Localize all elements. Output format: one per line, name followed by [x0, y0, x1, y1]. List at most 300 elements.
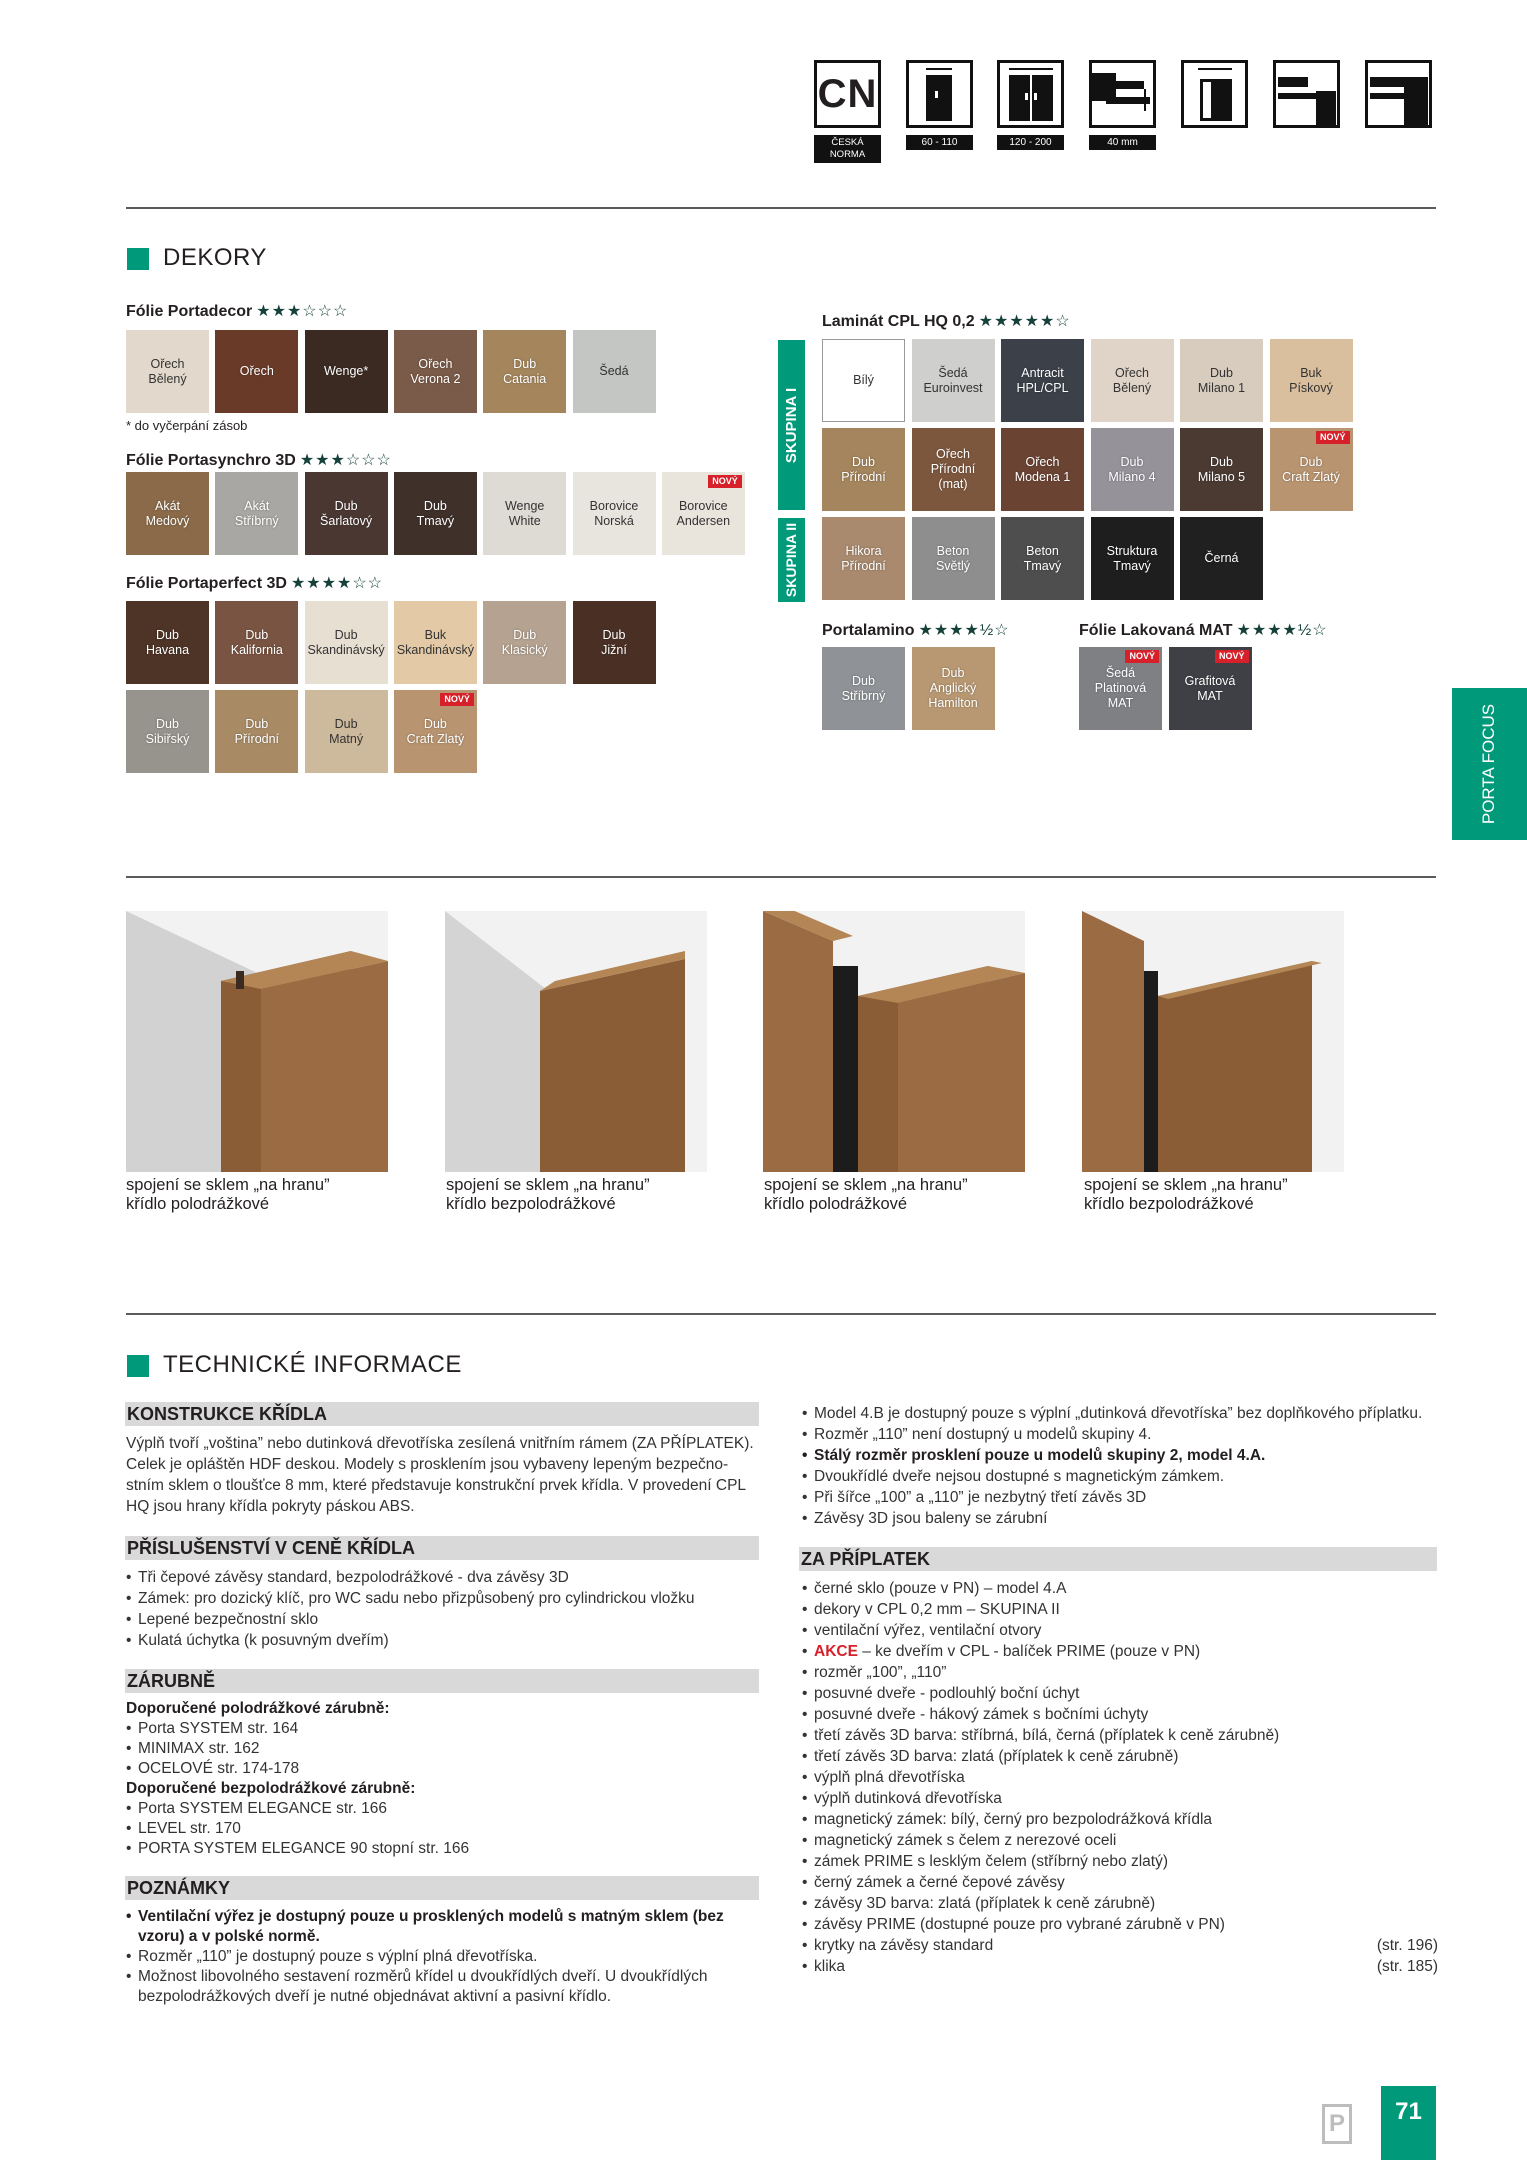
- decor-swatch-label: [410, 357, 460, 387]
- laminat-rating: ★★★★★☆: [978, 313, 1071, 330]
- decor-swatch-line: Ořech: [935, 447, 971, 461]
- priplatek-item: • zámek PRIME s lesklým čelem (stříbrný nebo zlatý): [802, 1851, 1438, 1872]
- priplatek-item: • posuvné dveře - podlouhlý boční úchyt: [802, 1683, 1438, 1704]
- porta-focus-tab: [1452, 688, 1527, 840]
- photo-1-caption-l2: křídlo polodrážkové: [126, 1195, 270, 1213]
- decor-swatch-line: Dub: [334, 498, 358, 513]
- divider-mid: [126, 876, 1436, 878]
- decor-swatch-label: [146, 717, 190, 747]
- decor-swatch-label: [1107, 544, 1158, 574]
- zarubne-item: • LEVEL str. 170: [126, 1819, 766, 1839]
- zarubne-content: [126, 1699, 766, 1859]
- skupina-2-text: SKUPINA II: [783, 522, 800, 598]
- decor-swatch-line: Dub: [156, 716, 179, 731]
- priplatek-item: • ventilační výřez, ventilační otvory: [802, 1620, 1438, 1641]
- decor-swatch-line: Tmavý: [1113, 558, 1151, 573]
- decor-swatch-label: [599, 364, 628, 379]
- photo-4-caption-l1: spojení se sklem „na hranu”: [1084, 1176, 1288, 1194]
- decor-swatch-label: [1016, 366, 1068, 396]
- photo-4: [1082, 911, 1344, 1172]
- decor-swatch-line: Modena 1: [1014, 469, 1071, 484]
- krytky-page: (str. 196): [1376, 1937, 1438, 1954]
- decor-swatch-line: Dub: [334, 716, 358, 731]
- decor-swatch-line: Ořech: [1114, 365, 1150, 380]
- decor-swatch-label: [931, 447, 975, 492]
- zarubne-sub1: Doporučené polodrážkové zárubně:: [126, 1700, 390, 1717]
- decor-swatch-line: Ořech: [418, 356, 453, 371]
- decor-swatch-line: Beton: [1026, 543, 1059, 558]
- single-door-icon: [906, 60, 973, 128]
- photo-3-caption-l2: křídlo polodrážkové: [764, 1195, 908, 1213]
- decor-swatch-portalamino: [822, 647, 905, 730]
- glass-edge-illustration-3: [763, 911, 1025, 1172]
- decor-swatch-label: [148, 357, 186, 387]
- portadecor-title: [126, 301, 348, 321]
- priplatek-item: • závěsy PRIME (dostupné pouze pro vybrané zárubně v PN): [802, 1914, 1438, 1935]
- decor-swatch-line: Dub: [513, 627, 537, 642]
- decor-swatch-label: [1198, 366, 1245, 396]
- decor-swatch-line: Craft Zlatý: [406, 731, 465, 746]
- decor-swatch-line: Ořech: [1025, 454, 1060, 469]
- decor-swatch-line: Grafitová: [1184, 673, 1236, 688]
- decor-swatch-line: Wenge*: [323, 364, 369, 378]
- decor-swatch-laminat: [822, 339, 905, 422]
- decor-swatch-line: Buk: [424, 627, 447, 642]
- decor-swatch-portaperfect: [305, 601, 388, 684]
- decor-swatch-label: [324, 364, 368, 379]
- priplatek-item: • dekory v CPL 0,2 mm – SKUPINA II: [802, 1599, 1438, 1620]
- lakovana-rating: ★★★★½☆: [1236, 622, 1328, 639]
- decor-swatch-laminat: [1180, 517, 1263, 600]
- decor-swatch-label: [928, 666, 977, 711]
- decor-swatch-line: Akát: [244, 498, 270, 513]
- decor-swatch-line: Milano 1: [1197, 380, 1246, 395]
- decor-swatch-line: Dub: [245, 716, 269, 731]
- width-label-single: 60 - 110: [906, 135, 973, 150]
- decor-swatch-line: Dub: [1210, 365, 1233, 380]
- decor-swatch-laminat: [1091, 339, 1174, 422]
- photo-2: [445, 911, 707, 1172]
- decor-swatch-line: Bělený: [148, 371, 187, 386]
- poznamky-list: [126, 1907, 726, 2007]
- right-note: • Při šířce „100” a „110” je nezbytný třetí závěs 3D: [802, 1487, 1442, 1508]
- decor-swatch-line: White: [508, 513, 541, 528]
- priplatek-item: • výplň plná dřevotříska: [802, 1767, 1438, 1788]
- priplatek-akce-item: [802, 1641, 1438, 1662]
- decor-swatch-line: MAT: [1107, 696, 1134, 710]
- right-note: • Dvoukřídlé dveře nejsou dostupné s magnetickým zámkem.: [802, 1466, 1442, 1487]
- frame-profile-2-icon: [1365, 60, 1432, 128]
- decor-swatch-label: [923, 366, 982, 396]
- decor-swatch-laminat: [1001, 428, 1084, 511]
- decor-swatch-label: [590, 499, 639, 529]
- decor-swatch-line: Catania: [503, 371, 547, 386]
- portadecor-rating: ★★★☆☆☆: [256, 303, 349, 320]
- portalamino-title: [822, 620, 1010, 640]
- decor-swatch-line: (mat): [938, 477, 968, 491]
- priplatek-item: • závěsy 3D barva: zlatá (příplatek k ceně zárubně): [802, 1893, 1438, 1914]
- decor-swatch-portadecor: [126, 330, 209, 413]
- laminat-name: Laminát CPL HQ 0,2: [822, 313, 975, 330]
- photo-1: [126, 911, 388, 1172]
- decor-swatch-portasynchro: [126, 472, 209, 555]
- decor-swatch-label: [397, 628, 474, 658]
- decor-swatch-label: [1282, 455, 1340, 485]
- priplatek-item: • třetí závěs 3D barva: zlatá (příplatek k ceně zárubně): [802, 1746, 1438, 1767]
- frame-profile-icon: [1273, 60, 1340, 128]
- priplatek-item: • posuvné dveře - hákový zámek s bočními úchyty: [802, 1704, 1438, 1725]
- decor-swatch-line: Dub: [852, 454, 875, 469]
- width-icon: [1181, 60, 1248, 128]
- cn-text: CN: [817, 71, 878, 116]
- decor-swatch-label: [235, 499, 279, 529]
- photo-2-caption-l1: spojení se sklem „na hranu”: [446, 1176, 650, 1194]
- decor-swatch-line: Kalifornia: [230, 642, 283, 657]
- decor-swatch-line: Milano 5: [1197, 469, 1246, 484]
- decor-swatch-label: [146, 628, 189, 658]
- decor-swatch-laminat: [1270, 428, 1353, 511]
- porta-logo-letter: P: [1328, 2110, 1345, 2137]
- right-note: • Závěsy 3D jsou baleny se zárubní: [802, 1508, 1442, 1529]
- decor-swatch-label: [320, 499, 372, 529]
- decor-swatch-line: Klasický: [501, 642, 548, 657]
- divider-tech: [126, 1313, 1436, 1315]
- decor-swatch-lakovana: [1079, 647, 1162, 730]
- decor-swatch-portaperfect: [126, 601, 209, 684]
- konstrukce-heading: KONSTRUKCE KŘÍDLA: [125, 1402, 759, 1426]
- photo-2-caption-l2: křídlo bezpolodrážkové: [446, 1195, 616, 1213]
- decor-swatch-label: [1108, 455, 1155, 485]
- portasynchro-name: Fólie Portasynchro 3D: [126, 452, 296, 469]
- poznamky-item: • Rozměr „110” je dostupný pouze s výplní plná dřevotříska.: [126, 1947, 726, 1967]
- new-badge: NOVÝ: [1215, 650, 1249, 663]
- zarubne-sub2: Doporučené bezpolodrážkové zárubně:: [126, 1780, 416, 1797]
- poznamky-item: • Možnost libovolného sestavení rozměrů křídel u dvoukřídlých dveří. U dvoukřídlých bezpolodrážkových dveří je nutné objednávat aktivní a pasivní křídlo.: [126, 1967, 726, 2007]
- tech-title: TECHNICKÉ INFORMACE: [163, 1351, 462, 1378]
- decor-swatch-portaperfect: [305, 690, 388, 773]
- decor-swatch-line: Stříbrný: [841, 688, 886, 703]
- krytky-text: krytky na závěsy standard: [814, 1937, 994, 1954]
- decor-swatch-label: [841, 544, 885, 574]
- decor-swatch-label: [601, 628, 627, 658]
- lakovana-name: Fólie Lakovaná MAT: [1079, 622, 1233, 639]
- decor-swatch-line: Dub: [941, 666, 965, 680]
- decor-swatch-line: Přírodní: [930, 462, 976, 476]
- decor-swatch-line: Pískový: [1289, 380, 1333, 395]
- width-label-double: 120 - 200: [997, 135, 1064, 150]
- decor-swatch-line: Bílý: [853, 373, 874, 387]
- laminat-title: [822, 311, 1071, 331]
- decor-swatch-label: [1198, 455, 1245, 485]
- decor-swatch-laminat: [1001, 339, 1084, 422]
- decor-swatch-portasynchro: [483, 472, 566, 555]
- decor-swatch-label: [308, 628, 385, 658]
- priplatek-item: • magnetický zámek s čelem z nerezové oceli: [802, 1830, 1438, 1851]
- decor-swatch-line: Dub: [334, 627, 358, 642]
- decor-swatch-line: Matný: [329, 731, 364, 746]
- photo-2-caption: [446, 1176, 650, 1214]
- zarubne-item: • OCELOVÉ str. 174-178: [126, 1759, 766, 1779]
- cn-norm-icon: [814, 60, 881, 128]
- zarubne-item: • PORTA SYSTEM ELEGANCE 90 stopní str. 166: [126, 1839, 766, 1859]
- decor-swatch-laminat: [912, 517, 995, 600]
- decor-swatch-label: [936, 544, 970, 574]
- decor-swatch-portasynchro: [215, 472, 298, 555]
- decor-swatch-label: [407, 717, 465, 747]
- decor-swatch-laminat: [1270, 339, 1353, 422]
- akce-badge: AKCE: [814, 1643, 858, 1660]
- prislusenstvi-list: [126, 1567, 766, 1651]
- decor-swatch-portasynchro: [394, 472, 477, 555]
- decor-swatch-line: Skandinávský: [307, 642, 385, 657]
- decor-swatch-label: [841, 455, 885, 485]
- photo-3-caption-l1: spojení se sklem „na hranu”: [764, 1176, 968, 1194]
- decor-swatch-label: [505, 499, 544, 529]
- decor-swatch-line: Norská: [594, 513, 634, 528]
- new-badge: NOVÝ: [1316, 431, 1350, 444]
- divider-top: [126, 207, 1436, 209]
- decor-swatch-line: Andersen: [676, 513, 731, 528]
- right-note: • Model 4.B je dostupný pouze s výplní „dutinková dřevotříska” bez doplňkového příplatku.: [802, 1403, 1442, 1424]
- decor-swatch-label: [235, 717, 279, 747]
- decor-swatch-line: Šedá: [938, 365, 968, 380]
- page-number: [1381, 2086, 1436, 2160]
- zarubne-item: • Porta SYSTEM ELEGANCE str. 166: [126, 1799, 766, 1819]
- decor-swatch-laminat: [1001, 517, 1084, 600]
- prislusenstvi-item: • Lepené bezpečnostní sklo: [126, 1609, 766, 1630]
- prislusenstvi-item: • Kulatá úchytka (k posuvným dveřím): [126, 1630, 766, 1651]
- konstrukce-text: Výplň tvoří „voština” nebo dutinková dřevotříska zesílená vnitřním rámem (ZA PŘÍPLATEK). Celek je opláštěn HDF deskou. Modely s prosklením jsou vybaveny lepeným bezpečno-stním sklem o tloušťce 8 mm, které představuje konstrukční prvek křídla. V provedení CPL HQ jsou hrany křídla pokryty páskou ABS.: [126, 1435, 754, 1515]
- decor-swatch-line: Craft Zlatý: [1282, 469, 1340, 484]
- priplatek-item: • černý zámek a černé čepové závěsy: [802, 1872, 1438, 1893]
- priplatek-krytky: [802, 1935, 1438, 1956]
- priplatek-item: • třetí závěs 3D barva: stříbrná, bílá, černá (příplatek k ceně zárubně): [802, 1725, 1438, 1746]
- priplatek-item: • rozměr „100”, „110”: [802, 1662, 1438, 1683]
- prislusenstvi-item: • Zámek: pro dozický klíč, pro WC sadu nebo přizpůsobený pro cylindrickou vložku: [126, 1588, 766, 1609]
- decor-swatch-line: Struktura: [1106, 543, 1158, 558]
- thickness-label: 40 mm: [1089, 135, 1156, 150]
- decor-swatch-line: Dub: [245, 627, 269, 642]
- decor-swatch-line: Jižní: [601, 642, 627, 657]
- photo-4-caption-l2: křídlo bezpolodrážkové: [1084, 1195, 1254, 1213]
- portaperfect-title: [126, 573, 383, 593]
- decor-swatch-line: Sibiřský: [145, 731, 190, 746]
- decor-swatch-line: Černá: [1204, 551, 1239, 565]
- decor-swatch-line: Antracit: [1021, 365, 1064, 380]
- portasynchro-rating: ★★★☆☆☆: [299, 452, 392, 469]
- decor-swatch-line: Přírodní: [841, 558, 886, 573]
- portadecor-note: * do vyčerpání zásob: [126, 418, 248, 433]
- poznamky-heading: POZNÁMKY: [125, 1876, 759, 1900]
- decor-swatch-line: Dub: [513, 356, 537, 371]
- decor-swatch-label: [146, 499, 190, 529]
- decor-swatch-portasynchro: [573, 472, 656, 555]
- decor-swatch-line: Dub: [1210, 454, 1233, 469]
- glass-edge-illustration-2: [445, 911, 707, 1172]
- decor-swatch-portadecor: [483, 330, 566, 413]
- decor-swatch-laminat: [1091, 428, 1174, 511]
- photo-1-caption: [126, 1176, 330, 1214]
- decor-swatch-portadecor: [573, 330, 656, 413]
- priplatek-heading: ZA PŘÍPLATEK: [799, 1547, 1437, 1571]
- decor-swatch-label: [1113, 366, 1151, 396]
- dekory-title: DEKORY: [163, 244, 267, 271]
- double-door-icon: [997, 60, 1064, 128]
- decor-swatch-line: Platinová: [1094, 681, 1147, 695]
- akce-text: – ke dveřím v CPL - balíček PRIME (pouze v PN): [857, 1643, 1201, 1660]
- decor-swatch-laminat: [912, 428, 995, 511]
- portasynchro-title: [126, 450, 392, 470]
- klika-page: (str. 185): [1376, 1958, 1438, 1975]
- photo-1-caption-l1: spojení se sklem „na hranu”: [126, 1176, 330, 1194]
- decor-swatch-line: Světlý: [935, 558, 971, 573]
- decor-swatch-portaperfect: [394, 601, 477, 684]
- decor-swatch-line: Havana: [145, 642, 190, 657]
- page-number-text: 71: [1395, 2098, 1422, 2125]
- cn-label: ČESKÁ NORMA: [814, 135, 881, 163]
- decor-swatch-portadecor: [394, 330, 477, 413]
- decor-swatch-line: Akát: [154, 498, 180, 513]
- prislusenstvi-item: • Tři čepové závěsy standard, bezpolodrážkové - dva závěsy 3D: [126, 1567, 766, 1588]
- decor-swatch-line: Euroinvest: [923, 380, 983, 395]
- decor-swatch-line: Dub: [156, 627, 179, 642]
- decor-swatch-line: Přírodní: [841, 469, 886, 484]
- decor-swatch-line: Milano 4: [1108, 469, 1156, 484]
- priplatek-item: • černé sklo (pouze v PN) – model 4.A: [802, 1578, 1438, 1599]
- photo-3: [763, 911, 1025, 1172]
- decor-swatch-line: Přírodní: [234, 731, 280, 746]
- decor-swatch-label: [417, 499, 455, 529]
- decor-swatch-line: Hamilton: [928, 696, 978, 710]
- decor-swatch-line: Anglický: [929, 681, 977, 695]
- decor-swatch-label: [503, 357, 546, 387]
- portaperfect-rating: ★★★★☆☆: [290, 575, 383, 592]
- right-notes: [802, 1403, 1442, 1529]
- decor-swatch-label: [1015, 455, 1071, 485]
- decor-swatch-line: Ořech: [150, 356, 185, 371]
- decor-swatch-portaperfect: [394, 690, 477, 773]
- right-note-bold: • Stálý rozměr prosklení pouze u modelů skupiny 2, model 4.A.: [802, 1445, 1442, 1466]
- decor-swatch-line: Dub: [1299, 454, 1323, 469]
- decor-swatch-label: [853, 373, 874, 388]
- decor-swatch-line: Beton: [936, 543, 970, 558]
- decor-swatch-laminat: [1091, 517, 1174, 600]
- decor-swatch-line: Dub: [852, 673, 875, 688]
- porta-focus-text: PORTA FOCUS: [1479, 703, 1499, 825]
- priplatek-item: • magnetický zámek: bílý, černý pro bezpolodrážková křídla: [802, 1809, 1438, 1830]
- skupina-1-text: SKUPINA I: [783, 387, 801, 463]
- skupina-1-label: [778, 340, 805, 510]
- decor-swatch-label: [231, 628, 283, 658]
- decor-swatch-portasynchro: [305, 472, 388, 555]
- decor-swatch-line: Buk: [1300, 365, 1322, 380]
- decor-swatch-line: Verona 2: [410, 371, 461, 386]
- decor-swatch-portalamino: [912, 647, 995, 730]
- decor-swatch-line: Ořech: [239, 364, 274, 378]
- decor-swatch-laminat: [1180, 339, 1263, 422]
- decor-swatch-label: [502, 628, 548, 658]
- decor-swatch-portaperfect: [126, 690, 209, 773]
- porta-logo-icon: [1322, 2104, 1352, 2144]
- glass-edge-illustration-4: [1082, 911, 1344, 1172]
- decor-swatch-line: HPL/CPL: [1016, 380, 1069, 395]
- decor-swatch-portadecor: [215, 330, 298, 413]
- prislusenstvi-heading: PŘÍSLUŠENSTVÍ V CENĚ KŘÍDLA: [125, 1536, 759, 1560]
- dekory-marker: [127, 248, 149, 270]
- photo-3-caption: [764, 1176, 968, 1214]
- decor-swatch-laminat: [912, 339, 995, 422]
- skupina-2-label: [778, 518, 805, 602]
- decor-swatch-laminat: [1180, 428, 1263, 511]
- glass-edge-illustration-1: [126, 911, 388, 1172]
- tech-marker: [127, 1355, 149, 1377]
- decor-swatch-line: Šedá: [1105, 666, 1136, 680]
- decor-swatch-line: Dub: [602, 627, 626, 642]
- priplatek-item: • výplň dutinková dřevotříska: [802, 1788, 1438, 1809]
- decor-swatch-line: Šarlatový: [320, 513, 373, 528]
- decor-swatch-portaperfect: [573, 601, 656, 684]
- decor-swatch-laminat: [822, 428, 905, 511]
- klika-text: klika: [814, 1958, 846, 1975]
- portadecor-name: Fólie Portadecor: [126, 303, 253, 320]
- portalamino-name: Portalamino: [822, 622, 915, 639]
- decor-swatch-line: Šedá: [599, 364, 629, 378]
- decor-swatch-portaperfect: [215, 601, 298, 684]
- decor-swatch-label: [677, 499, 731, 529]
- decor-swatch-label: [329, 717, 363, 747]
- decor-swatch-line: Skandinávský: [396, 642, 474, 657]
- zarubne-item: • Porta SYSTEM str. 164: [126, 1719, 766, 1739]
- new-badge: NOVÝ: [440, 693, 474, 706]
- new-badge: NOVÝ: [1125, 650, 1159, 663]
- decor-swatch-line: Borovice: [589, 498, 639, 513]
- new-badge: NOVÝ: [708, 475, 742, 488]
- priplatek-klika: [802, 1956, 1438, 1977]
- decor-swatch-line: Tmavý: [1023, 558, 1062, 573]
- decor-swatch-laminat: [822, 517, 905, 600]
- decor-swatch-line: Dub: [1120, 454, 1144, 469]
- decor-swatch-line: Stříbrný: [234, 513, 279, 528]
- decor-swatch-line: Hikora: [845, 543, 882, 558]
- poznamky-bold-item: • Ventilační výřez je dostupný pouze u prosklených modelů s matným sklem (bez vzoru) a v polské normě.: [126, 1907, 726, 1947]
- decor-swatch-portasynchro: [662, 472, 745, 555]
- decor-swatch-portaperfect: [483, 601, 566, 684]
- decor-swatch-line: Dub: [423, 498, 447, 513]
- priplatek-list: [802, 1578, 1438, 1977]
- zarubne-heading: ZÁRUBNĚ: [125, 1669, 759, 1693]
- decor-swatch-label: [240, 364, 274, 379]
- decor-swatch-portaperfect: [215, 690, 298, 773]
- thickness-icon: [1089, 60, 1156, 128]
- decor-swatch-label: [1204, 551, 1238, 566]
- decor-swatch-line: MAT: [1197, 688, 1223, 703]
- decor-swatch-line: Dub: [423, 716, 447, 731]
- zarubne-item: • MINIMAX str. 162: [126, 1739, 766, 1759]
- decor-swatch-portadecor: [305, 330, 388, 413]
- decor-swatch-line: Wenge: [504, 498, 545, 513]
- photo-4-caption: [1084, 1176, 1288, 1214]
- portalamino-rating: ★★★★½☆: [918, 622, 1010, 639]
- decor-swatch-label: [1024, 544, 1062, 574]
- decor-swatch-label: [1185, 674, 1236, 704]
- portaperfect-name: Fólie Portaperfect 3D: [126, 575, 287, 592]
- decor-swatch-line: Bělený: [1112, 380, 1152, 395]
- decor-swatch-label: [1289, 366, 1333, 396]
- decor-swatch-line: Medový: [145, 513, 190, 528]
- right-note: • Rozměr „110” není dostupný u modelů skupiny 4.: [802, 1424, 1442, 1445]
- decor-swatch-lakovana: [1169, 647, 1252, 730]
- decor-swatch-label: [842, 674, 886, 704]
